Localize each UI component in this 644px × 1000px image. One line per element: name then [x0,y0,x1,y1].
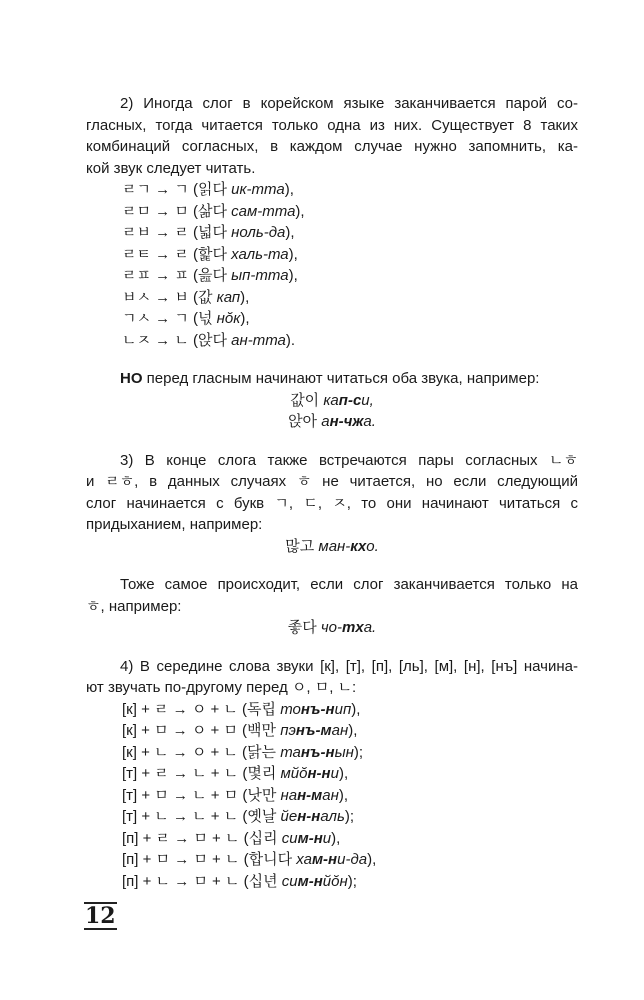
romanization-text: си [281,872,298,890]
text-segment: 많고 [285,537,319,555]
text-line [86,596,578,618]
romanization-text: а. [363,413,376,430]
text-segment: 값이 [290,391,324,409]
romanization-text: и [322,829,332,847]
text-segment: ), [285,224,295,241]
romanization-text: м-н [297,872,323,890]
example-list [86,699,578,893]
paragraph [86,368,578,390]
list-item [86,244,578,266]
text-segment: ); [344,808,355,825]
text-segment: ), [351,700,361,718]
romanization-text: н-чж [329,413,364,430]
text-line [86,93,578,115]
text-line [86,136,578,158]
romanization-text: мйŏ [280,765,308,782]
romanization-text: пэ [280,722,296,739]
romanization-text: йе [280,808,298,825]
text-segment: [к] + ㄹ → ㅇ + ㄴ (독립 [122,700,281,718]
romanization-text: нŏк [216,310,241,327]
text-segment: ), [295,202,305,220]
page-wrapper [86,93,578,930]
romanization-text: ка [323,391,339,409]
romanization-text: ман- [318,537,351,555]
romanization-text: м-н [311,851,338,868]
romanization-text: ын [334,743,354,761]
romanization-text: м-н [297,829,323,847]
text-segment: гласных, тогда читается только одна из них. Существует 8 таких [86,116,578,134]
text-line [86,115,578,137]
list-item [86,179,578,201]
text-segment: [к] + ㅁ → ㅇ + ㅁ (백만 [122,722,281,739]
text-segment: [т] + ㄹ → ㄴ + ㄴ (몇리 [122,765,281,782]
text-segment: ), [331,829,341,847]
romanization-text: а [321,413,330,430]
text-line [86,656,578,678]
block-spacer [86,639,578,656]
text-segment: 3) В конце слога также встречаются пары согласных ㄴㅎ [120,451,578,469]
list-item [86,828,578,850]
romanization-text: н-н [297,808,321,825]
text-segment: ), [367,851,377,868]
list-item [86,806,578,828]
romanization-text: чо- [320,619,343,636]
romanization-text: йŏн [322,872,348,890]
romanization-text: то [280,700,301,718]
paragraph [86,574,578,617]
centered-example [86,390,578,433]
text-segment: ). [285,331,296,349]
text-line [86,677,578,699]
text-segment: ), [338,765,349,782]
list-item [86,720,578,742]
block-spacer [86,433,578,450]
text-segment: [т] + ㅁ → ㄴ + ㅁ (낫만 [122,786,281,804]
text-segment: ); [353,743,364,761]
romanization-text: нъ-м [295,722,332,739]
romanization-text: ан [322,786,339,804]
list-item [86,742,578,764]
text-segment: 4) В середине слова звуки [к], [т], [п], [ль], [м], [н], [нъ] начина- [120,657,578,675]
romanization-text: тх [342,619,364,636]
bold-text: НО [120,370,143,387]
text-segment: придыханием, например: [86,516,263,533]
romanization-text: си [281,829,298,847]
text-line [86,158,578,180]
romanization-text: сам-тта [231,202,296,220]
text-segment: ㅂㅅ → ㅂ (값 [122,288,217,306]
text-segment: ㅎ, например: [86,597,182,615]
romanization-text: и [330,765,339,782]
romanization-text: о. [366,537,379,555]
text-line [86,617,578,639]
romanization-text: н-м [297,786,323,804]
list-item [86,265,578,287]
text-segment: кой звук следует читать. [86,159,256,177]
paragraph [86,656,578,699]
list-item [86,308,578,330]
paragraph [86,93,578,179]
text-segment: ), [338,786,349,804]
example-list [86,179,578,351]
text-segment: ), [240,288,250,306]
romanization-text: кх [350,537,367,555]
text-segment: ㄴㅈ → ㄴ (앉다 [122,331,232,349]
text-segment: ㄹㅌ → ㄹ (핥다 [122,245,232,263]
list-item [86,699,578,721]
romanization-text: а. [363,619,377,636]
romanization-text: нъ-н [300,743,335,761]
text-segment: 좋다 [287,619,321,636]
paragraph [86,450,578,536]
text-segment: ); [347,872,357,890]
list-item [86,849,578,871]
romanization-text: и-да [337,851,368,868]
romanization-text: халь-та [231,245,289,263]
text-line [86,450,578,472]
text-line [86,411,578,433]
text-segment: ), [284,181,294,198]
romanization-text: ып-тта [231,267,289,284]
romanization-text: ха [296,851,312,868]
romanization-text: ик-тта [231,181,285,198]
list-item [86,222,578,244]
text-segment: комбинаций согласных, в каждом случае нужно запомнить, ка- [86,138,578,155]
text-line [86,493,578,515]
romanization-text: п-с [338,391,362,409]
romanization-text: ноль-да [231,224,286,241]
centered-example [86,536,578,558]
block-spacer [86,557,578,574]
text-segment: [к] + ㄴ → ㅇ + ㄴ (닭는 [122,743,281,761]
text-segment: ют звучать по-другому перед ㅇ, ㅁ, ㄴ: [86,679,357,696]
page-body [86,93,578,892]
text-segment: ), [240,310,250,327]
text-segment: ㄹㅍ → ㅍ (읊다 [122,267,232,284]
romanization-text: та [280,743,301,761]
list-item [86,287,578,309]
list-item [86,201,578,223]
text-segment: и ㄹㅎ, в данных случаях ㅎ не читается, но если следующий [86,473,578,490]
text-segment: [п] + ㅁ → ㅁ + ㄴ (합니다 [122,851,297,868]
text-segment: [п] + ㄹ → ㅁ + ㄴ (십리 [122,829,282,847]
romanization-text: ан [331,722,349,739]
text-segment: ㄹㄱ → ㄱ (읽다 [122,181,232,198]
text-segment: ), [288,267,298,284]
romanization-text: ип [334,700,352,718]
text-segment: ㄱㅅ → ㄱ (넋 [122,310,217,327]
romanization-text: нъ-н [300,700,335,718]
text-segment: перед гласным начинают читаться оба звука, например: [142,370,540,387]
text-segment: 앉아 [288,413,322,430]
text-line [86,574,578,596]
centered-example [86,617,578,639]
romanization-text: ан-тта [231,331,286,349]
text-line [86,390,578,412]
list-item [86,785,578,807]
text-segment: [т] + ㄴ → ㄴ + ㄴ (옛날 [122,808,281,825]
romanization-text: и, [361,391,374,409]
text-line [86,368,578,390]
text-segment: [п] + ㄴ → ㅁ + ㄴ (십년 [122,872,282,890]
text-segment: Тоже самое происходит, если слог заканчивается только на [120,576,578,593]
list-item [86,871,578,893]
text-segment: ), [348,722,358,739]
list-item [86,763,578,785]
text-line [86,536,578,558]
romanization-text: аль [320,808,345,825]
text-segment: ㄹㅂ → ㄹ (넓다 [122,224,232,241]
text-line [86,514,578,536]
text-line [86,471,578,493]
romanization-text: кап [216,288,241,306]
block-spacer [86,351,578,368]
text-segment: 2) Иногда слог в корейском языке заканчивается парой со- [120,95,578,112]
text-segment: ), [288,245,298,263]
page-number: 12 [85,903,116,929]
romanization-text: на [280,786,298,804]
romanization-text: н-н [307,765,331,782]
text-segment: слог начинается с букв ㄱ, ㄷ, ㅈ, то они начинают читаться с [86,494,578,512]
text-segment: ㄹㅁ → ㅁ (삶다 [122,202,232,220]
list-item [86,330,578,352]
